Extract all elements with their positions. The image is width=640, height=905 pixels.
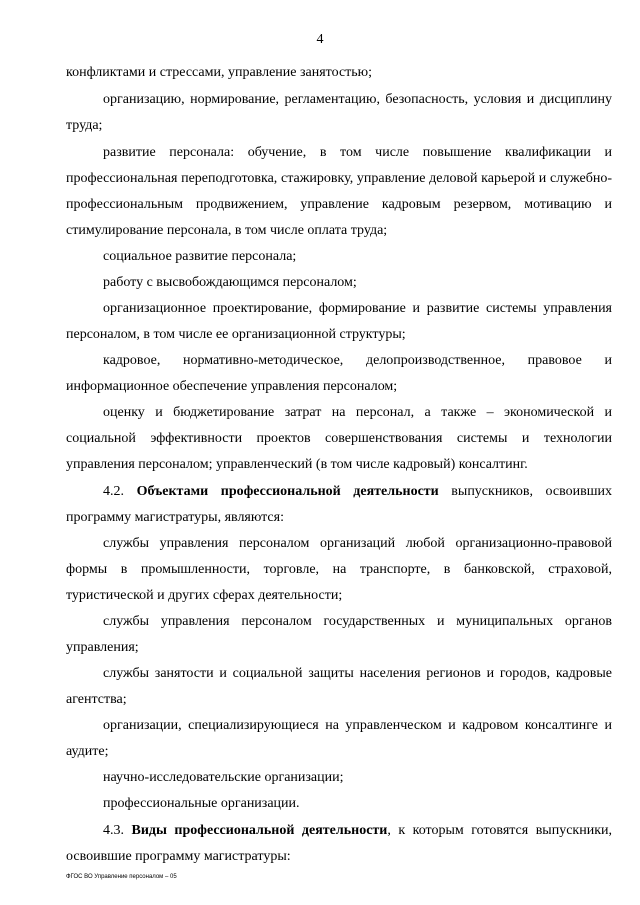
section-4-2 (66, 479, 612, 531)
paragraph: службы занятости и социальной защиты населения регионов и городов, кадровые агентства; (66, 666, 612, 707)
document-body (66, 60, 612, 870)
paragraph: конфликтами и стрессами, управление занятостью; (66, 65, 373, 80)
paragraph: службы управления персоналом организаций любой организационно-правовой формы в промышленности, торговле, на транспорте, в банковской, страховой, туристической и других сферах деятельности; (66, 536, 612, 603)
paragraph: оценку и бюджетирование затрат на персонал, а также – экономической и социальной эффективности проектов совершенствования системы и технологии управления персоналом; управленческий (в том числе кадровый) консалтинг. (66, 405, 612, 472)
footer: ФГОС ВО Управление персоналом – 05 (66, 874, 177, 880)
section-heading: Виды профессиональной деятельности (131, 823, 388, 838)
paragraph: организационное проектирование, формирование и развитие системы управления персоналом, в том числе ее организационной структуры; (66, 301, 612, 342)
paragraph: службы управления персоналом государственных и муниципальных органов управления; (66, 614, 612, 655)
paragraph: научно-исследовательские организации; (103, 770, 344, 785)
paragraph: профессиональные организации. (103, 796, 300, 811)
section-text: выпускников, освоивших программу магистратуры, являются: (66, 484, 613, 525)
paragraph: организации, специализирующиеся на управленческом и кадровом консалтинге и аудите; (66, 718, 612, 759)
paragraph: социальное развитие персонала; (103, 249, 297, 264)
paragraph: работу с высвобождающимся персоналом; (103, 275, 357, 290)
paragraph: развитие персонала: обучение, в том числе повышение квалификации и профессиональная переподготовка, стажировку, управление деловой карьерой и служебно-профессиональным продвижением, управление кадровым резервом, мотивацию и стимулирование персонала, в том числе оплата труда; (66, 145, 612, 238)
paragraph: организацию, нормирование, регламентацию, безопасность, условия и дисциплину труда; (66, 92, 612, 133)
section-text: , к которым готовятся выпускники, освоившие программу магистратуры: (66, 823, 613, 864)
section-4-3 (66, 818, 612, 870)
section-number: 4.3. (103, 823, 132, 838)
paragraph: кадровое, нормативно-методическое, делопроизводственное, правовое и информационное обеспечение управления персоналом; (66, 353, 612, 394)
page-number: 4 (316, 32, 324, 47)
section-number: 4.2. (103, 484, 137, 499)
section-heading: Объектами профессиональной деятельности (136, 484, 439, 499)
